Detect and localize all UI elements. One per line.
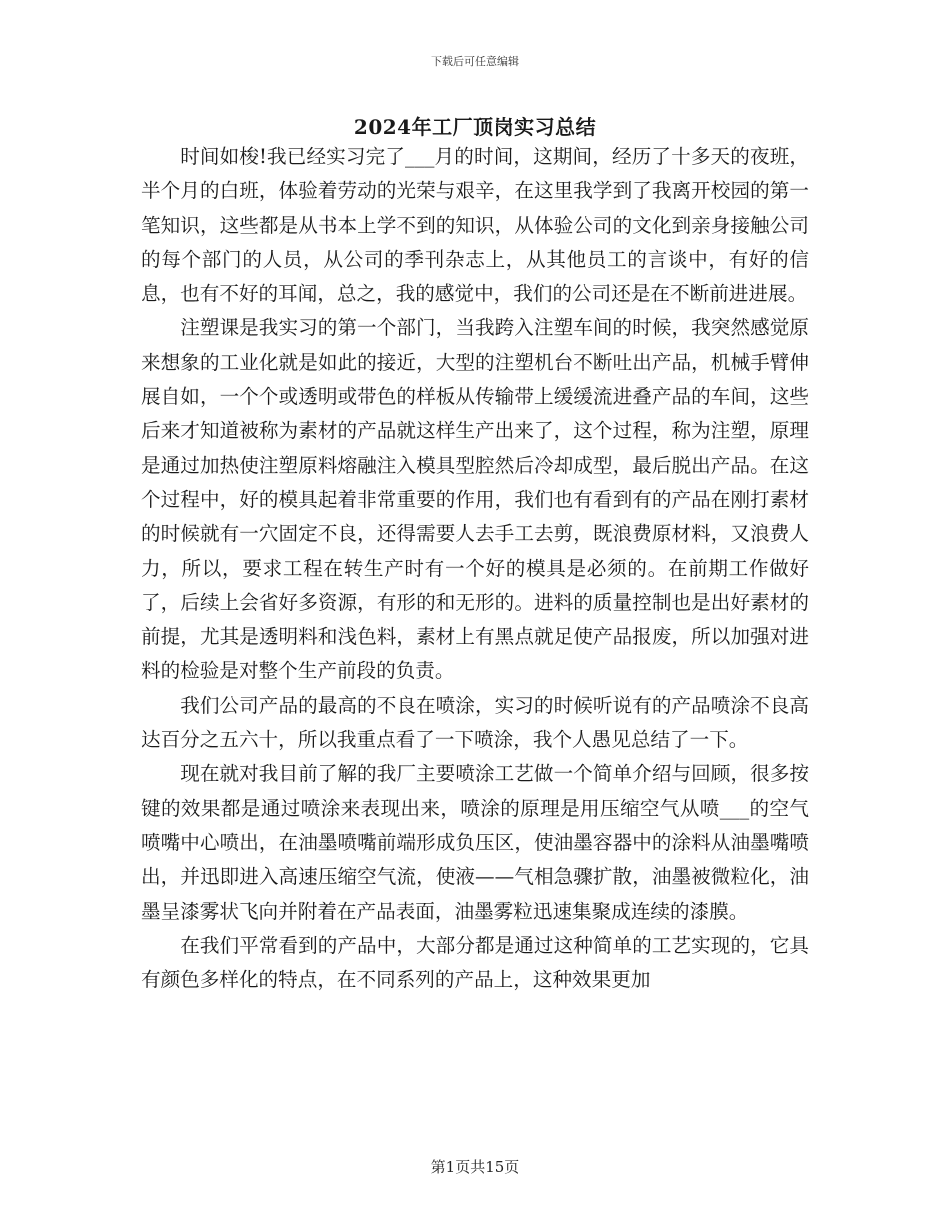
paragraph-3: 我们公司产品的最高的不良在喷涂，实习的时候听说有的产品喷涂不良高达百分之五六十，所以我重点看了一下喷涂，我个人愚见总结了一下。 bbox=[141, 693, 809, 752]
paragraph-5: 在我们平常看到的产品中，大部分都是通过这种简单的工艺实现的，它具有颜色多样化的特点，在不同系列的产品上，这种效果更加 bbox=[141, 933, 809, 992]
header-note: 下载后可任意编辑 bbox=[431, 55, 519, 68]
paragraph-4: 现在就对我目前了解的我厂主要喷涂工艺做一个简单介绍与回顾，很多按键的效果都是通过喷涂来表现出来，喷涂的原理是用压缩空气从喷___的空气喷嘴中心喷出，在油墨喷嘴前端形成负压区，使油墨容器中的涂料从油墨嘴喷出，并迅即进入高速压缩空气流，使液——气相急骤扩散，油墨被微粒化，油墨呈漆雾状飞向并附着在产品表面，油墨雾粒迅速集聚成连续的漆膜。 bbox=[141, 762, 809, 923]
document-body bbox=[141, 140, 809, 997]
page-footer: 第1页共15页 bbox=[430, 1158, 520, 1176]
paragraph-2: 注塑课是我实习的第一个部门，当我跨入注塑车间的时候，我突然感觉原来想象的工业化就是如此的接近，大型的注塑机台不断吐出产品，机械手臂伸展自如，一个个或透明或带色的样板从传输带上缓缓流进叠产品的车间，这些后来才知道被称为素材的产品就这样生产出来了，这个过程，称为注塑，原理是通过加热使注塑原料熔融注入模具型腔然后冷却成型，最后脱出产品。在这个过程中，好的模具起着非常重要的作用，我们也有看到有的产品在刚打素材的时候就有一穴固定不良，还得需要人去手工去剪，既浪费原材料，又浪费人力，所以，要求工程在转生产时有一个好的模具是必须的。在前期工作做好了，后续上会省好多资源，有形的和无形的。进料的质量控制也是出好素材的前提，尤其是透明料和浅色料，素材上有黑点就足使产品报废，所以加强对进料的检验是对整个生产前段的负责。 bbox=[141, 316, 809, 683]
paragraph-1: 时间如梭!我已经实习完了___月的时间，这期间，经历了十多天的夜班，半个月的白班，体验着劳动的光荣与艰辛，在这里我学到了我离开校园的第一笔知识，这些都是从书本上学不到的知识，从体验公司的文化到亲身接触公司的每个部门的人员，从公司的季刊杂志上，从其他员工的言谈中，有好的信息，也有不好的耳闻，总之，我的感觉中，我们的公司还是在不断前进进展。 bbox=[141, 145, 809, 306]
document-title: 2024年工厂顶岗实习总结 bbox=[353, 115, 597, 139]
